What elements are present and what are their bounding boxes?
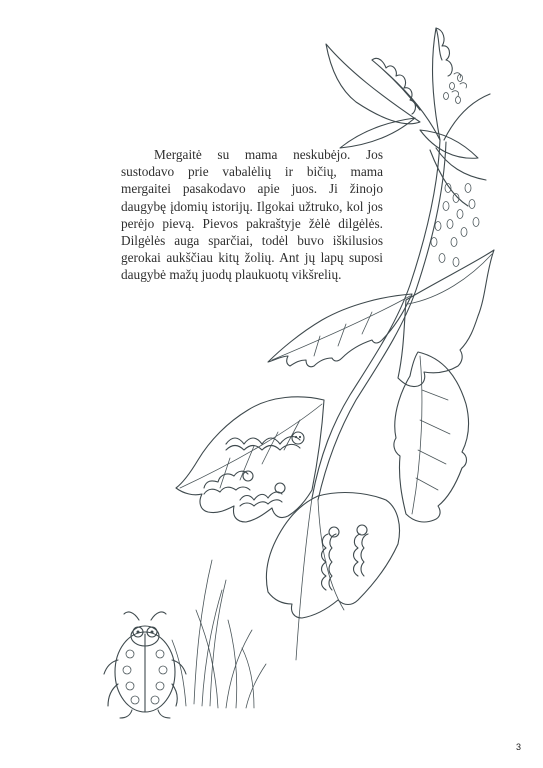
story-paragraph: Mergaitė su mama neskubėjo. Jos sustodavo prie vabalėlių ir bičių, mama mergaitei pasakodavo apie juos. Ji žinojo daugybę įdomių istorijų. Ilgokai užtruko, kol jos perėjo pievą. Pievos pakraštyje žėlė dilgėlės. Dilgėlės auga sparčiai, todėl buvo iškilusios gerokai aukščiau kitų žolių. Ant jų lapų suposi daugybė mažų juodų plaukuotų vikšrelių. [121, 147, 383, 283]
caterpillar-icon [322, 527, 340, 590]
caterpillar-icon [354, 525, 369, 576]
ladybug-icon [104, 612, 186, 718]
caterpillar-icon [204, 471, 253, 494]
nettle-leaf-icon [394, 352, 469, 522]
nettle-leaf-icon [268, 294, 412, 367]
nettle-leaf-icon [266, 493, 399, 618]
caterpillar-icon [240, 483, 285, 506]
grass-icon [172, 560, 266, 708]
nettle-seed-cluster-icon [431, 75, 479, 267]
page-number: 3 [515, 742, 521, 752]
